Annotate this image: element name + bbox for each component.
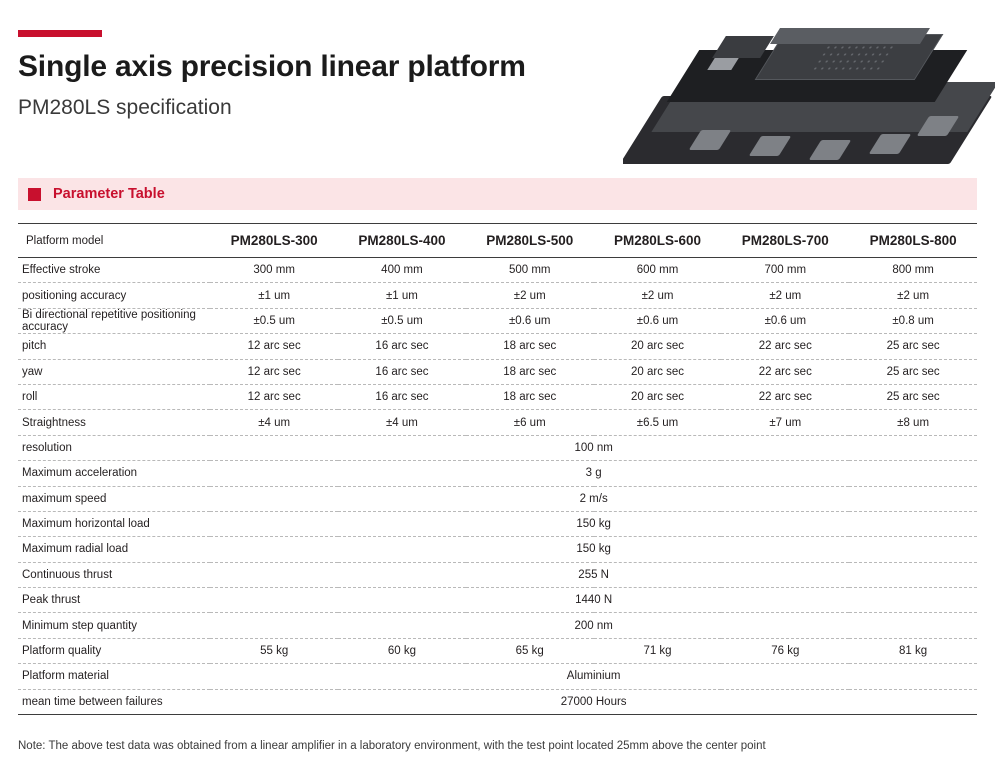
table-row [18, 334, 977, 359]
row-value: 16 arc sec [338, 334, 466, 359]
row-value: ±4 um [210, 410, 338, 435]
row-value: 700 mm [721, 258, 849, 283]
row-value: ±2 um [721, 283, 849, 308]
row-label: Continuous thrust [18, 562, 210, 587]
table-row [18, 511, 977, 536]
table-row [18, 613, 977, 638]
row-value: ±8 um [849, 410, 977, 435]
table-body [18, 258, 977, 715]
table-row [18, 283, 977, 308]
table-row [18, 638, 977, 663]
row-label: Effective stroke [18, 258, 210, 283]
row-value: 18 arc sec [466, 334, 594, 359]
table-row [18, 461, 977, 486]
row-value: 20 arc sec [594, 334, 722, 359]
parameter-table-title: Parameter Table [53, 186, 165, 202]
row-value: 200 nm [210, 613, 977, 638]
table-row [18, 562, 977, 587]
row-value: 100 nm [210, 435, 977, 460]
row-label: yaw [18, 359, 210, 384]
row-label: Straightness [18, 410, 210, 435]
table-row [18, 308, 977, 333]
row-value: 55 kg [210, 638, 338, 663]
row-value: ±2 um [594, 283, 722, 308]
row-value: ±6 um [466, 410, 594, 435]
table-row [18, 588, 977, 613]
row-value: 12 arc sec [210, 334, 338, 359]
row-value: 2 m/s [210, 486, 977, 511]
row-value: 65 kg [466, 638, 594, 663]
column-header-model-1: PM280LS-400 [338, 224, 466, 258]
row-label: maximum speed [18, 486, 210, 511]
table-row [18, 359, 977, 384]
table-header-row [18, 224, 977, 258]
row-value: 150 kg [210, 511, 977, 536]
row-value: 27000 Hours [210, 689, 977, 714]
row-value: 22 arc sec [721, 359, 849, 384]
row-label: Platform quality [18, 638, 210, 663]
row-value: 1440 N [210, 588, 977, 613]
row-value: ±0.5 um [210, 308, 338, 333]
column-header-model-3: PM280LS-600 [594, 224, 722, 258]
table-row [18, 486, 977, 511]
row-value: 25 arc sec [849, 334, 977, 359]
row-value: ±0.6 um [466, 308, 594, 333]
row-label: Maximum horizontal load [18, 511, 210, 536]
row-value: ±1 um [210, 283, 338, 308]
row-label: resolution [18, 435, 210, 460]
row-value: 76 kg [721, 638, 849, 663]
column-header-model-2: PM280LS-500 [466, 224, 594, 258]
row-value: 255 N [210, 562, 977, 587]
row-value: 20 arc sec [594, 384, 722, 409]
row-value: ±4 um [338, 410, 466, 435]
row-value: 71 kg [594, 638, 722, 663]
row-value: ±2 um [466, 283, 594, 308]
row-value: 400 mm [338, 258, 466, 283]
row-label: mean time between failures [18, 689, 210, 714]
row-value: 25 arc sec [849, 359, 977, 384]
page-title: Single axis precision linear platform [18, 50, 526, 83]
column-header-model-0: PM280LS-300 [210, 224, 338, 258]
row-value: ±0.8 um [849, 308, 977, 333]
row-value: ±7 um [721, 410, 849, 435]
row-value: 20 arc sec [594, 359, 722, 384]
row-value: Aluminium [210, 664, 977, 689]
row-value: 22 arc sec [721, 334, 849, 359]
column-header-platform-model: Platform model [18, 224, 210, 258]
row-value: 16 arc sec [338, 359, 466, 384]
row-value: 3 g [210, 461, 977, 486]
row-label: Peak thrust [18, 588, 210, 613]
square-bullet-icon [28, 188, 41, 201]
row-value: 12 arc sec [210, 359, 338, 384]
row-value: ±0.5 um [338, 308, 466, 333]
specification-table [18, 223, 977, 715]
row-value: 300 mm [210, 258, 338, 283]
footer-note: Note: The above test data was obtained from a linear amplifier in a laboratory environment, with the test point located 25mm above the center point [18, 740, 766, 752]
row-value: ±2 um [849, 283, 977, 308]
table-row [18, 258, 977, 283]
row-value: 16 arc sec [338, 384, 466, 409]
row-value: ±6.5 um [594, 410, 722, 435]
table-row [18, 689, 977, 714]
row-label: Platform material [18, 664, 210, 689]
table-row [18, 384, 977, 409]
accent-rule [18, 30, 102, 37]
row-value: 25 arc sec [849, 384, 977, 409]
platform-carriage-top-icon [770, 28, 930, 44]
row-value: 22 arc sec [721, 384, 849, 409]
table-header [18, 224, 977, 258]
row-label: Maximum acceleration [18, 461, 210, 486]
row-value: ±0.6 um [594, 308, 722, 333]
row-value: 12 arc sec [210, 384, 338, 409]
row-value: 18 arc sec [466, 359, 594, 384]
row-value: 800 mm [849, 258, 977, 283]
row-value: 81 kg [849, 638, 977, 663]
page-subtitle: PM280LS specification [18, 96, 232, 119]
row-value: ±0.6 um [721, 308, 849, 333]
row-value: 60 kg [338, 638, 466, 663]
row-label: pitch [18, 334, 210, 359]
table-row [18, 537, 977, 562]
row-value: 500 mm [466, 258, 594, 283]
row-label: Maximum radial load [18, 537, 210, 562]
table-row [18, 664, 977, 689]
row-value: 150 kg [210, 537, 977, 562]
row-value: 600 mm [594, 258, 722, 283]
row-value: ±1 um [338, 283, 466, 308]
row-label: Minimum step quantity [18, 613, 210, 638]
column-header-model-5: PM280LS-800 [849, 224, 977, 258]
row-label: positioning accuracy [18, 283, 210, 308]
column-header-model-4: PM280LS-700 [721, 224, 849, 258]
table-row [18, 410, 977, 435]
table-row [18, 435, 977, 460]
parameter-table-banner [18, 178, 977, 210]
row-label: roll [18, 384, 210, 409]
row-value: 18 arc sec [466, 384, 594, 409]
row-label: Bi directional repetitive positioning accuracy [18, 308, 210, 333]
